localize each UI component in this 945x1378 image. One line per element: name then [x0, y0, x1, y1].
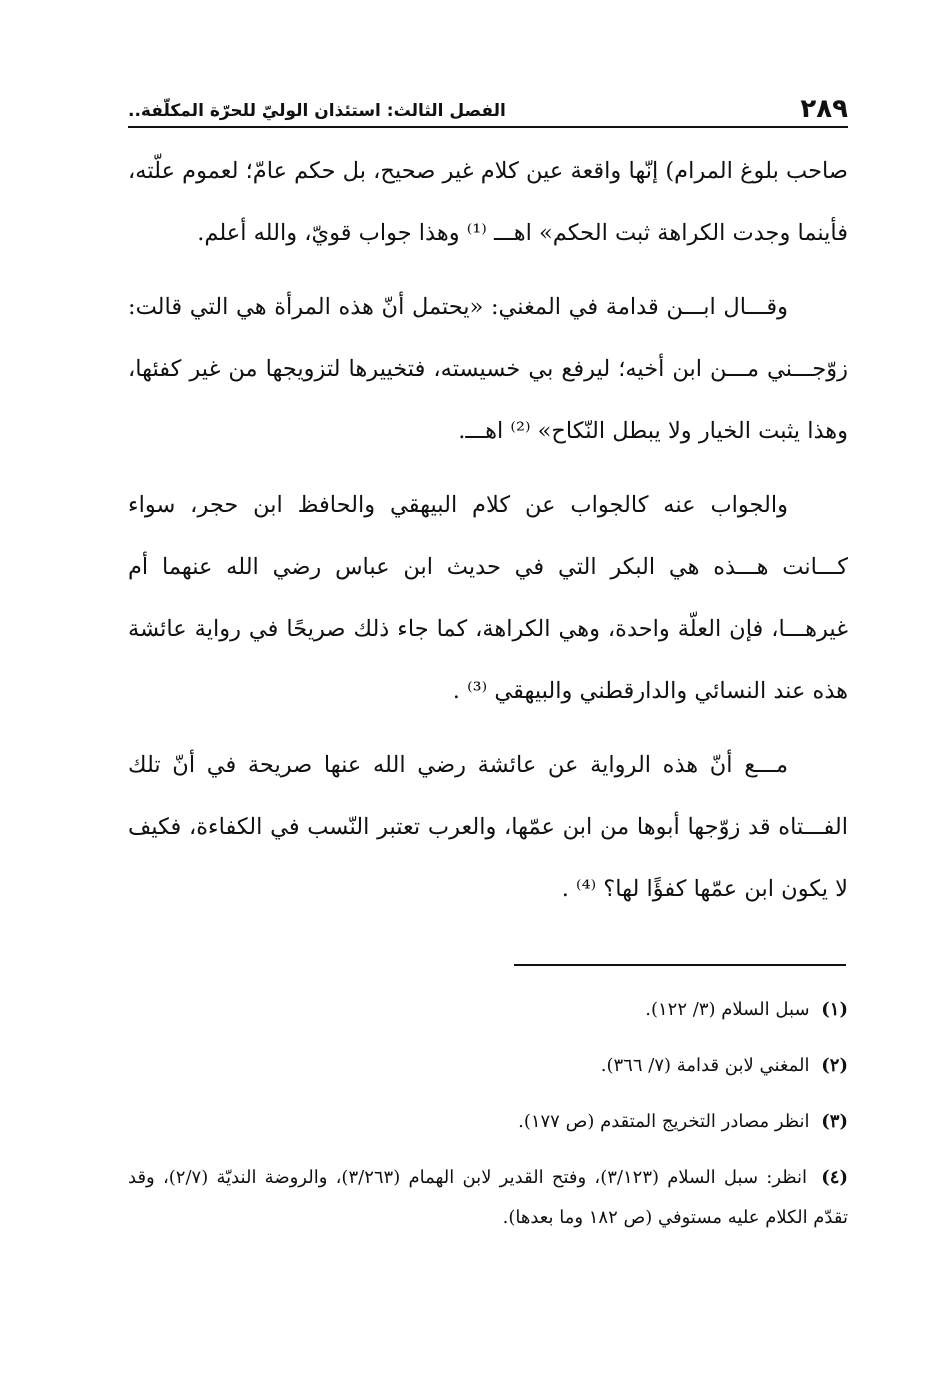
footnote-number: (٣) — [821, 1111, 848, 1132]
footnote-text: انظر مصادر التخريج المتقدم (ص ١٧٧). — [518, 1111, 810, 1132]
paragraph-4: مـــع أنّ هذه الرواية عن عائشة رضي الله عنها صريحة في أنّ تلك الفـــتاه قد زوّجها أبوها من ابن عمّها، والعرب تعتبر النّسب في الكفاءة، فكيف لا يكون ابن عمّها كفؤًا لها؟ ⁽⁴⁾ . — [128, 752, 848, 902]
page-header — [128, 84, 848, 128]
footnote-text: انظر: سبل السلام (٣/١٢٣)، وفتح القدير لابن الهمام (٣/٢٦٣)، والروضة النديّة (٢/٧)، وقد تقدّم الكلام عليه مستوفي (ص ١٨٢ وما بعدها). — [128, 1167, 848, 1228]
running-title: الفصل الثالث: استئذان الوليّ للحرّة المكلّفة.. — [128, 101, 506, 121]
footnote-number: (٢) — [821, 1055, 848, 1076]
footnote-4 — [128, 1158, 848, 1238]
footnote-number: (٤) — [821, 1167, 848, 1188]
main-text — [128, 140, 848, 932]
footnotes — [128, 990, 848, 1254]
paragraph-2: وقـــال ابـــن قدامة في المغني: «يحتمل أنّ هذه المرأة هي التي قالت: زوّجـــني مـــن ابن أخيه؛ ليرفع بي خسيسته، فتخييرها لتزويجها من غير كفئها، وهذا يثبت الخيار ولا يبطل النّكاح» ⁽²⁾ اهـــ. — [128, 294, 848, 444]
footnote-separator — [514, 964, 846, 966]
footnote-text: المغني لابن قدامة (٧/ ٣٦٦). — [600, 1055, 810, 1076]
footnote-text: سبل السلام (٣/ ١٢٢). — [645, 999, 810, 1020]
footnote-1 — [128, 990, 848, 1030]
footnote-3 — [128, 1102, 848, 1142]
footnote-number: (١) — [821, 999, 848, 1020]
page-number: ٢٨٩ — [800, 94, 848, 124]
paragraph-1: صاحب بلوغ المرام) إنّها واقعة عين كلام غير صحيح، بل حكم عامّ؛ لعموم علّته، فأينما وجدت الكراهة ثبت الحكم» اهـــ ⁽¹⁾ وهذا جواب قويّ، والله أعلم. — [128, 158, 848, 246]
paragraph-3: والجواب عنه كالجواب عن كلام البيهقي والحافظ ابن حجر، سواء كـــانت هـــذه هي البكر التي في حديث ابن عباس رضي الله عنهما أم غيرهـــا، فإن العلّة واحدة، وهي الكراهة، كما جاء ذلك صريحًا في رواية عائشة هذه عند النسائي والدارقطني والبيهقي ⁽³⁾ . — [128, 492, 848, 704]
footnote-2 — [128, 1046, 848, 1086]
